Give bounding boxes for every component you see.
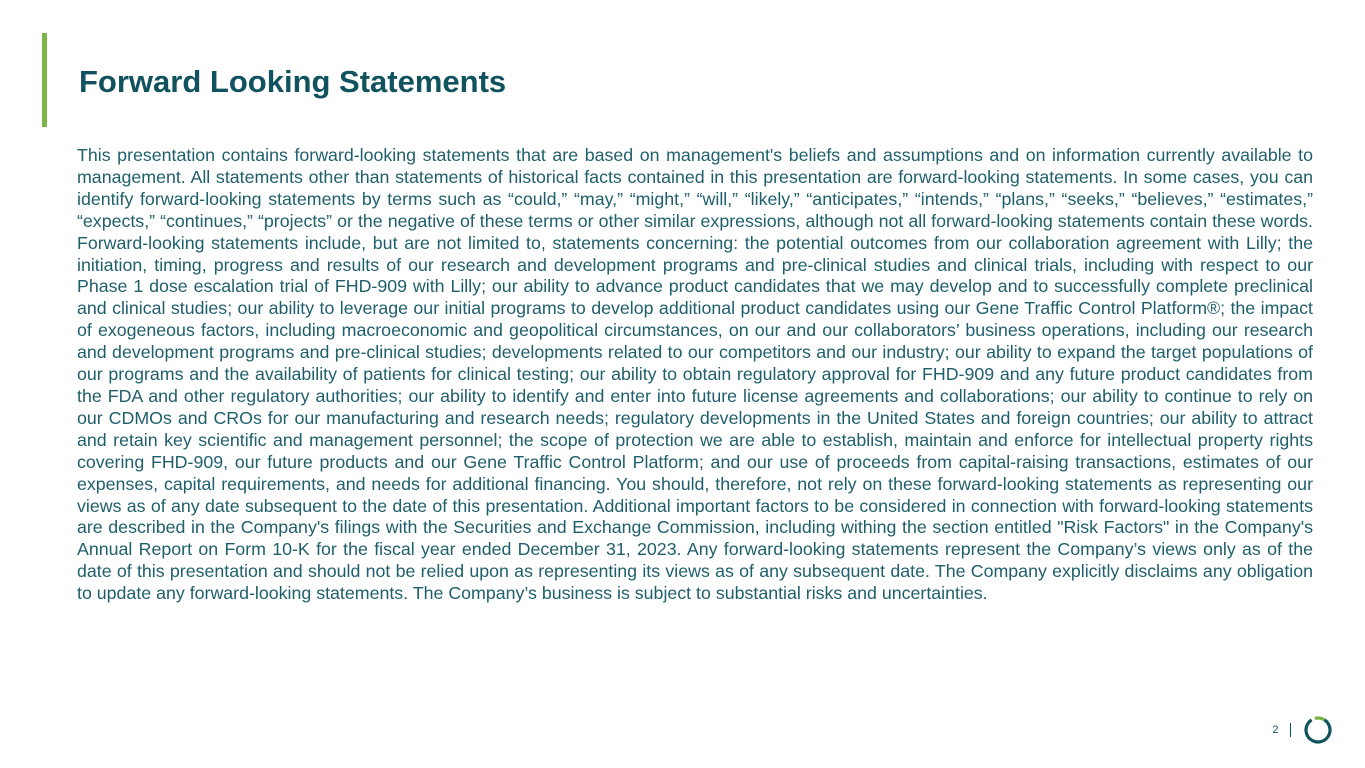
slide-footer — [1272, 712, 1333, 748]
disclaimer-body-text: This presentation contains forward-looking statements that are based on management's beliefs and assumptions and on information currently available to management. All statements other than statements of historical facts contained in this presentation are forward-looking statements. In some cases, you can identify forward-looking statements by terms such as “could,” “may,” “might,” “will,” “likely,” “anticipates,” “intends,” “plans,” “seeks,” “believes,” “estimates,” “expects,” “continues,” “projects” or the negative of these terms or other similar expressions, although not all forward-looking statements contain these words. Forward-looking statements include, but are not limited to, statements concerning: the potential outcomes from our collaboration agreement with Lilly; the initiation, timing, progress and results of our research and development programs and pre-clinical studies and clinical trials, including with respect to our Phase 1 dose escalation trial of FHD-909 with Lilly; our ability to advance product candidates that we may develop and to successfully complete preclinical and clinical studies; our ability to leverage our initial programs to develop additional product candidates using our Gene Traffic Control Platform®; the impact of exogeneous factors, including macroeconomic and geopolitical circumstances, on our and our collaborators’ business operations, including our research and development programs and pre-clinical studies; developments related to our competitors and our industry; our ability to expand the target populations of our programs and the availability of patients for clinical testing; our ability to obtain regulatory approval for FHD-909 and any future product candidates from the FDA and other regulatory authorities; our ability to identify and enter into future license agreements and collaborations; our ability to continue to rely on our CDMOs and CROs for our manufacturing and research needs; regulatory developments in the United States and foreign countries; our ability to attract and retain key scientific and management personnel; the scope of protection we are able to establish, maintain and enforce for intellectual property rights covering FHD-909, our future products and our Gene Traffic Control Platform; and our use of proceeds from capital-raising transactions, estimates of our expenses, capital requirements, and needs for additional financing. You should, therefore, not rely on these forward-looking statements as representing our views as of any date subsequent to the date of this presentation. Additional important factors to be considered in connection with forward-looking statements are described in the Company's filings with the Securities and Exchange Commission, including withing the section entitled "Risk Factors" in the Company's Annual Report on Form 10-K for the fiscal year ended December 31, 2023. Any forward-looking statements represent the Company’s views only as of the date of this presentation and should not be relied upon as representing its views as of any subsequent date. The Company explicitly disclaims any obligation to update any forward-looking statements. The Company’s business is subject to substantial risks and uncertainties. — [77, 145, 1313, 604]
page-title: Forward Looking Statements — [79, 64, 507, 99]
title-accent-bar — [42, 33, 47, 127]
page-number: 2 — [1272, 724, 1279, 736]
footer-divider — [1290, 723, 1292, 737]
ring-logo-icon — [1303, 715, 1333, 745]
